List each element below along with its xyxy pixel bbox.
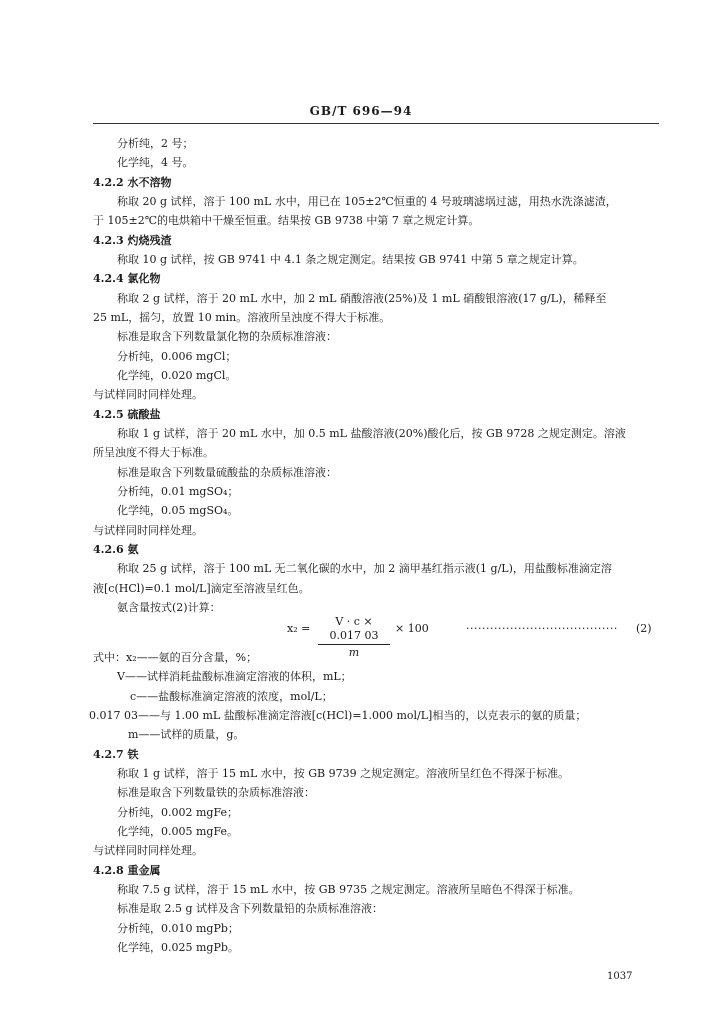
text-line: 称取 1 g 试样，溶于 20 mL 水中，加 0.5 mL 盐酸溶液(20%)酸化后，按 GB 9728 之规定测定。溶液 [117, 427, 626, 440]
header-rule [93, 123, 659, 124]
text-line: 化学纯，4 号。 [117, 156, 194, 169]
text-line: 称取 2 g 试样，溶于 20 mL 水中，加 2 mL 硝酸溶液(25%)及 1 mL 硝酸银溶液(17 g/L)，稀释至 [117, 292, 607, 305]
text-line: 化学纯，0.020 mgCl。 [117, 369, 237, 382]
section-heading: 4.2.5 硫酸盐 [93, 408, 161, 421]
formula-lhs: x₂ = [287, 622, 311, 635]
text-line: 化学纯，0.025 mgPb。 [117, 941, 239, 954]
text-line: 分析纯，0.002 mgFe； [117, 806, 238, 819]
text-line: 标准是取 2.5 g 试样及含下列数量铅的杂质标准溶液： [117, 902, 384, 915]
text-line: 称取 20 g 试样，溶于 100 mL 水中，用已在 105±2℃恒重的 4 号玻璃滤埚过滤，用热水洗涤滤渣， [117, 195, 617, 208]
text-line: 分析纯，2 号； [117, 137, 194, 150]
text-line: 式中：x₂——氨的百分含量，%； [93, 651, 258, 664]
formula-fraction [318, 615, 390, 660]
formula-rhs: × 100 [395, 622, 429, 635]
text-line: 分析纯，0.01 mgSO₄； [117, 485, 239, 498]
text-line: 与试样同时同样处理。 [93, 388, 203, 401]
text-line: 液[c(HCl)=0.1 mol/L]滴定至溶液呈红色。 [93, 582, 310, 595]
text-line: 与试样同时同样处理。 [93, 524, 203, 537]
text-line: c——盐酸标准滴定溶液的浓度，mol/L； [130, 690, 333, 703]
text-line: 0.017 03——与 1.00 mL 盐酸标准滴定溶液[c(HCl)=1.000 mol/L]相当的，以克表示的氨的质量； [89, 709, 587, 722]
text-line: 标准是取含下列数量铁的杂质标准溶液： [117, 786, 315, 799]
equation-number: (2) [636, 622, 652, 635]
text-line: V——试样消耗盐酸标准滴定溶液的体积，mL； [117, 670, 352, 683]
text-line: 化学纯，0.05 mgSO₄。 [117, 504, 239, 517]
text-line: 分析纯，0.010 mgPb； [117, 922, 239, 935]
text-line: 25 mL，摇匀，放置 10 min。溶液所呈浊度不得大于标准。 [93, 311, 391, 324]
page-header: GB/T 696—94 [309, 104, 413, 118]
text-line: 称取 25 g 试样，溶于 100 mL 无二氧化碳的水中，加 2 滴甲基红指示液(1 g/L)，用盐酸标准滴定溶 [117, 562, 612, 575]
text-line: 标准是取含下列数量硫酸盐的杂质标准溶液： [117, 466, 337, 479]
text-line: 标准是取含下列数量氯化物的杂质标准溶液： [117, 330, 337, 343]
page-number: 1037 [607, 971, 633, 982]
section-heading: 4.2.7 铁 [93, 748, 139, 761]
text-line: 分析纯，0.006 mgCl； [117, 350, 237, 363]
text-line: 称取 10 g 试样，按 GB 9741 中 4.1 条之规定测定。结果按 GB 9741 中第 5 章之规定计算。 [117, 253, 584, 266]
text-line: 于 105±2℃的电烘箱中干燥至恒重。结果按 GB 9738 中第 7 章之规定计算。 [93, 214, 480, 227]
section-heading: 4.2.3 灼烧残渣 [93, 234, 172, 247]
text-line: 称取 1 g 试样，溶于 15 mL 水中，按 GB 9739 之规定测定。溶液所呈红色不得深于标准。 [117, 767, 570, 780]
formula-denominator: m [348, 646, 360, 659]
text-line: 化学纯，0.005 mgFe。 [117, 825, 238, 838]
text-line: 称取 7.5 g 试样，溶于 15 mL 水中，按 GB 9735 之规定测定。溶液所呈暗色不得深于标准。 [117, 883, 580, 896]
text-line: m——试样的质量，g。 [128, 728, 245, 741]
formula-leader: ······································ [466, 622, 618, 635]
formula-numerator: V · c × 0.017 03 [318, 615, 390, 645]
text-line: 与试样同时同样处理。 [93, 844, 203, 857]
text-line: 氨含量按式(2)计算： [117, 601, 221, 614]
section-heading: 4.2.8 重金属 [93, 864, 161, 877]
section-heading: 4.2.6 氨 [93, 543, 139, 556]
text-line: 所呈浊度不得大于标准。 [93, 446, 214, 459]
section-heading: 4.2.2 水不溶物 [93, 176, 172, 189]
section-heading: 4.2.4 氯化物 [93, 272, 161, 285]
